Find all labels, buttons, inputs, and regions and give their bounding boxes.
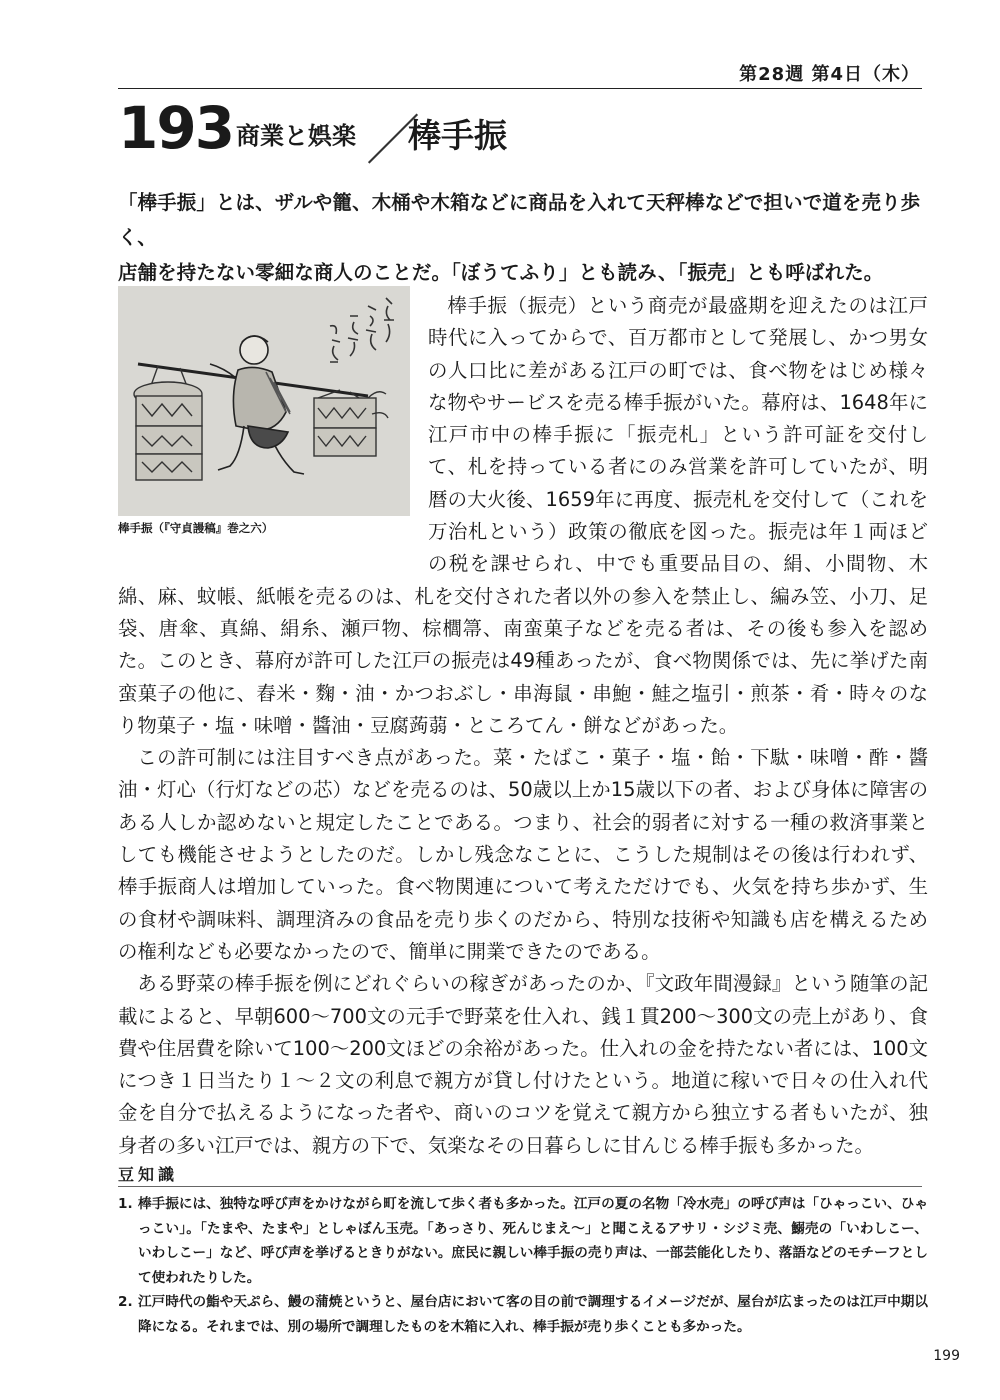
week-label: 第28週 第4日（木） [739, 64, 920, 85]
body-paragraph: ある野菜の棒手振を例にどれぐらいの稼ぎがあったのか、『文政年間漫録』という随筆の記載によると、早朝600〜700文の元手で野菜を仕入れ、銭１貫200〜300文の売上があり、食費や住居費を除いて100〜200文ほどの余裕があった。仕入れの金を持たない者には、100文につき１日当たり１〜２文の利息で親方が貸し付けたという。地道に稼いで日々の仕入れ代金を自分で払えるようになった者や、商いのコツを覚えて親方から独立する者もいたが、独身者の多い江戸では、親方の下で、気楽なその日暮らしに甘んじる棒手振も多かった。 [118, 972, 928, 1157]
illustration [118, 286, 410, 516]
trivia-rule [118, 1186, 922, 1187]
entry-title: 棒手振 [408, 116, 507, 155]
entry-category: 商業と娯楽 [236, 122, 356, 150]
figure-caption: 棒手振（『守貞謾稿』巻之六） [118, 521, 274, 535]
body-paragraph: 棒手振（振売）という商売が最盛期を迎えたのは江戸時代に入ってからで、百万都市として発展し、かつ男女の人口比に差がある江戸の町では、食べ物をはじめ様々な物やサービスを売る棒手振がいた。幕府は、1648年に江戸市中の棒手振に「振売札」という許可証を交付して、札を持っている者にのみ営業を許可していたが、明暦の大火後、1659年に再度、振売札を交付して（これを万治札という）政策の徹底を図った。振売は年１両ほどの税を課せられ、中でも重要品目の、絹、小間物、木綿、麻、蚊帳、紙帳を売るのは、札を交付された者以外の参入を禁止し、編み笠、小刀、足袋、唐傘、真綿、絹糸、瀬戸物、棕櫚箒、南蛮菓子などを売る者は、その後も参入を認めた。このとき、幕府が許可した江戸の振売は49種あったが、食べ物関係では、先に挙げた南蛮菓子の他に、舂米・麴・油・かつおぶし・串海鼠・串鮑・鮭之塩引・煎茶・肴・時々のなり物菓子・塩・味噌・醬油・豆腐蒟蒻・ところてん・餅などがあった。 [118, 294, 928, 737]
body-paragraph: この許可制には注目すべき点があった。菜・たばこ・菓子・塩・飴・下駄・味噌・酢・醬油・灯心（行灯などの芯）などを売るのは、50歳以上か15歳以下の者、および身体に障害のある人しか認めないと規定したことである。つまり、社会的弱者に対する一種の救済事業としても機能させようとしたのだ。しかし残念なことに、こうした規制はその後は行われず、棒手振商人は増加していった。食べ物関連について考えただけでも、火気を持ち歩かず、生の食材や調味料、調理済みの食品を売り歩くのだから、特別な技術や知識も店を構えるための権利なども必要なかったので、簡単に開業できたのである。 [118, 746, 928, 963]
title-divider: ／ [366, 109, 420, 172]
peddler-illustration [118, 286, 410, 516]
trivia-number: 2. [118, 1294, 133, 1310]
trivia-item [118, 1192, 928, 1290]
page-number: 199 [933, 1348, 960, 1364]
trivia-text: 江戸時代の鮨や天ぷら、鰻の蒲焼というと、屋台店において客の目の前で調理するイメージだが、屋台が広まったのは江戸中期以降になる。それまでは、別の場所で調理したものを木箱に入れ、棒手振が売り歩くことも多かった。 [138, 1294, 928, 1335]
trivia-item [118, 1290, 928, 1339]
entry-number: 193 [118, 94, 234, 162]
lead-line: 店舗を持たない零細な商人のことだ。「ぼうてふり」とも読み、「振売」とも呼ばれた。 [118, 261, 884, 284]
trivia-number: 1. [118, 1196, 133, 1212]
trivia-text: 棒手振には、独特な呼び声をかけながら町を流して歩く者も多かった。江戸の夏の名物「冷水売」の呼び声は「ひゃっこい、ひゃっこい」。「たまや、たまや」としゃぼん玉売。「あっさり、死んじまえ〜」と聞こえるアサリ・シジミ売、鰯売の「いわしこー、いわしこー」など、呼び声を挙げるときりがない。庶民に親しい棒手振の売り声は、一部芸能化したり、落語などのモチーフとして使われたりした。 [138, 1196, 928, 1286]
header-rule [118, 88, 922, 89]
lead-line: 「棒手振」とは、ザルや籠、木桶や木箱などに商品を入れて天秤棒などで担いで道を売り歩く、 [118, 191, 921, 249]
trivia-list [118, 1192, 928, 1339]
trivia-heading: 豆知識 [118, 1165, 179, 1184]
entry-title-row [118, 94, 938, 172]
lead-paragraph [118, 185, 928, 290]
